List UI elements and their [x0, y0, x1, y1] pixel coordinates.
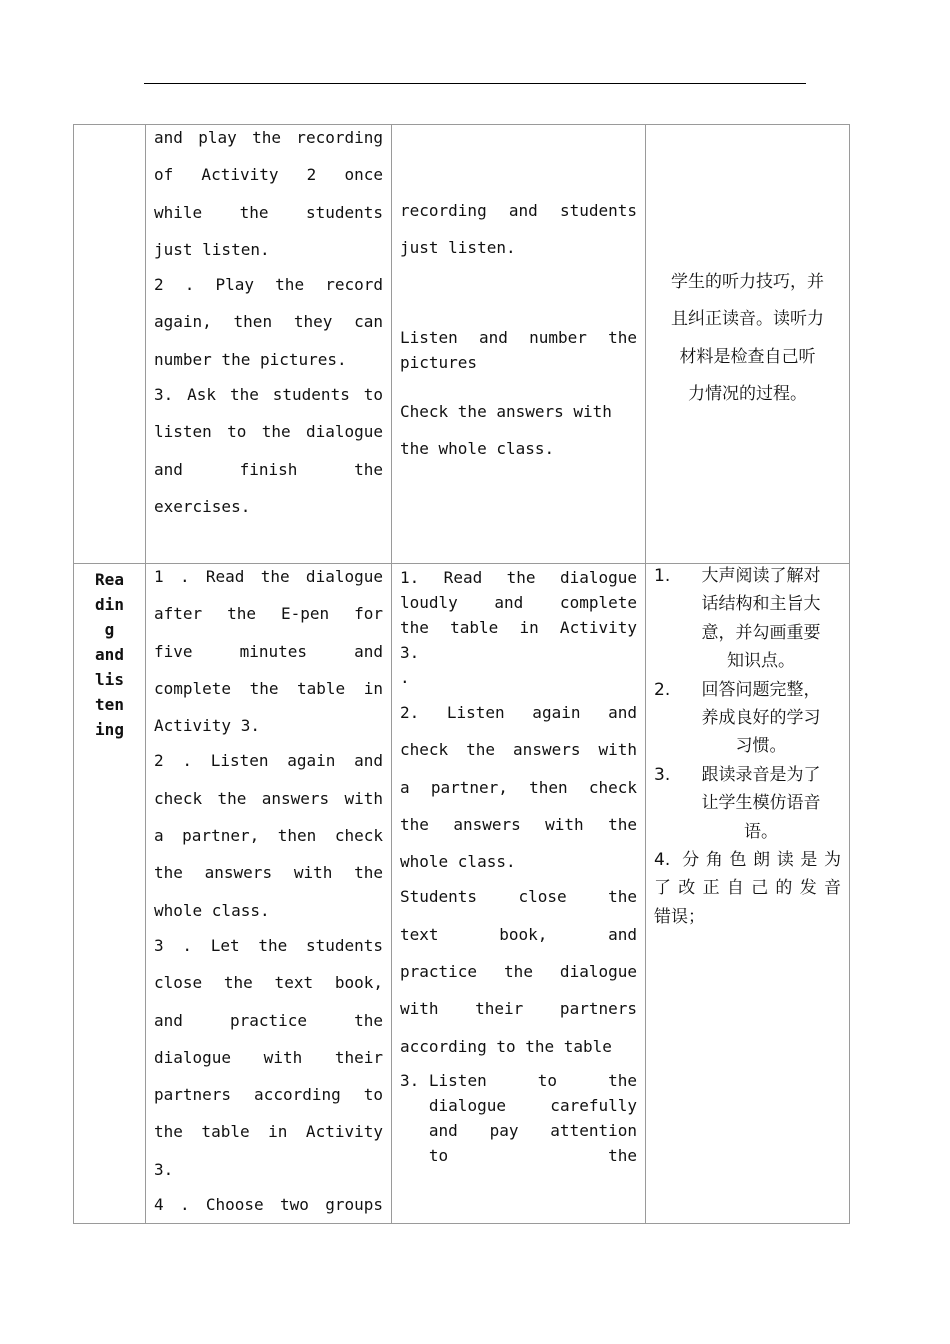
table-row	[74, 125, 850, 564]
text-line: and play the recording	[154, 128, 383, 147]
text-line: 4 . Choose two groups	[154, 1195, 383, 1215]
text-line: loudly and complete	[400, 593, 637, 612]
text-line: 语。	[744, 821, 779, 842]
text-line: Listen to the	[428, 1070, 637, 1090]
text-line: of Activity 2 once	[154, 165, 383, 185]
text-line: 3. Ask the students to	[154, 385, 383, 405]
text-line: five minutes and	[154, 641, 383, 661]
text-line: 1. Read the dialogue	[400, 568, 637, 587]
text-line: a partner, then check	[154, 826, 383, 846]
text-line: dialogue with their	[154, 1047, 383, 1067]
student-activity-cell	[392, 125, 646, 564]
table-row	[74, 564, 850, 1224]
text-line: with their partners	[400, 999, 637, 1019]
text-line: 大声阅读了解对	[701, 566, 821, 586]
text-line: 跟读录音是为了	[701, 764, 821, 785]
text-line: whole class.	[154, 900, 270, 920]
stage-cell	[74, 125, 146, 564]
text-line: again, then they can	[154, 312, 383, 332]
numbered-item	[400, 1068, 637, 1168]
item-number: 3.	[654, 764, 682, 785]
text-line: complete the table in	[154, 678, 383, 698]
text-line: the table in Activity	[154, 1122, 383, 1142]
text-line: exercises.	[154, 496, 251, 516]
text-line: the whole class.	[400, 438, 555, 458]
teacher-activity-cell	[146, 564, 392, 1224]
text-line: 错误；	[654, 906, 705, 927]
numbered-item	[654, 761, 841, 846]
text-line: a partner, then check	[400, 777, 637, 797]
text-line: 了改正自己的发音	[654, 878, 841, 899]
stage-label-line: din	[95, 595, 124, 614]
numbered-item	[654, 564, 841, 676]
text-line: whole class.	[400, 852, 516, 872]
text-line: the answers with the	[400, 814, 637, 834]
stage-cell	[74, 564, 146, 1224]
text-line: check the answers with	[400, 740, 637, 760]
text-line: to the	[428, 1145, 637, 1165]
text-line: just listen.	[154, 239, 270, 259]
text-line: 3 . Let the students	[154, 935, 383, 955]
text-line: check the answers with	[154, 788, 383, 808]
text-line: .	[400, 668, 410, 687]
text-line: 1 . Read the dialogue	[154, 567, 383, 586]
text-line: dialogue carefully	[428, 1095, 637, 1115]
text-line: 且纠正读音。读听力	[671, 309, 824, 330]
text-line: the table in Activity	[400, 618, 637, 637]
text-line: just listen.	[400, 238, 516, 258]
text-line: 4. 分角色朗读是为	[654, 850, 841, 871]
stage-label-line: lis	[95, 670, 124, 689]
text-line: 知识点。	[727, 651, 796, 672]
text-line: 2 . Listen again and	[154, 751, 383, 771]
text-line: Students close the	[400, 887, 637, 907]
text-line: and pay attention	[428, 1120, 637, 1140]
text-line: partners according to	[154, 1085, 383, 1105]
stage-label-line: ten	[95, 695, 124, 714]
text-line: 养成良好的学习	[701, 708, 821, 729]
text-line: 习惯。	[735, 736, 787, 757]
text-line: 3.	[400, 643, 420, 662]
text-line: 学生的听力技巧，并	[671, 272, 824, 292]
text-line: 2 . Play the record	[154, 275, 383, 295]
text-line: while the students	[154, 202, 383, 222]
text-line: pictures	[400, 352, 478, 372]
stage-label-line: g	[104, 620, 115, 639]
text-line: and practice the	[154, 1010, 383, 1030]
text-line: 材料是检查自己听	[679, 346, 816, 367]
text-line: recording and students	[400, 201, 637, 220]
numbered-item	[654, 676, 841, 761]
text-line: according to the table	[400, 1036, 612, 1056]
item-number: 2.	[654, 679, 682, 700]
student-activity-cell	[392, 564, 646, 1224]
text-line: 让学生模仿语音	[701, 793, 821, 814]
text-line: and finish the	[154, 459, 383, 479]
text-line: 话结构和主旨大	[701, 594, 821, 615]
text-line: number the pictures.	[154, 349, 347, 369]
text-line: text book, and	[400, 924, 637, 944]
teacher-activity-cell	[146, 125, 392, 564]
text-line: Listen and number the	[400, 327, 637, 347]
lesson-plan-table	[73, 124, 850, 1224]
text-line: 2. Listen again and	[400, 703, 637, 722]
text-line: practice the dialogue	[400, 962, 637, 982]
purpose-cell	[646, 564, 850, 1224]
header-rule	[144, 83, 806, 84]
text-line: Check the answers with	[400, 401, 612, 421]
text-line: 3.	[154, 1159, 174, 1179]
text-line: 意，并勾画重要	[701, 622, 821, 643]
stage-label-line: Rea	[95, 570, 124, 589]
text-line: 力情况的过程。	[688, 383, 807, 404]
item-number: 3.	[400, 1070, 429, 1090]
text-line: 回答问题完整，	[701, 679, 821, 700]
text-line: listen to the dialogue	[154, 422, 383, 442]
text-line: close the text book,	[154, 973, 383, 993]
stage-label-line: ing	[95, 720, 124, 739]
text-line: Activity 3.	[154, 716, 260, 736]
purpose-cell	[646, 125, 850, 564]
text-line: after the E-pen for	[154, 604, 383, 624]
stage-label-line: and	[95, 645, 124, 664]
text-line: the answers with the	[154, 863, 383, 883]
item-number: 1.	[654, 566, 682, 586]
